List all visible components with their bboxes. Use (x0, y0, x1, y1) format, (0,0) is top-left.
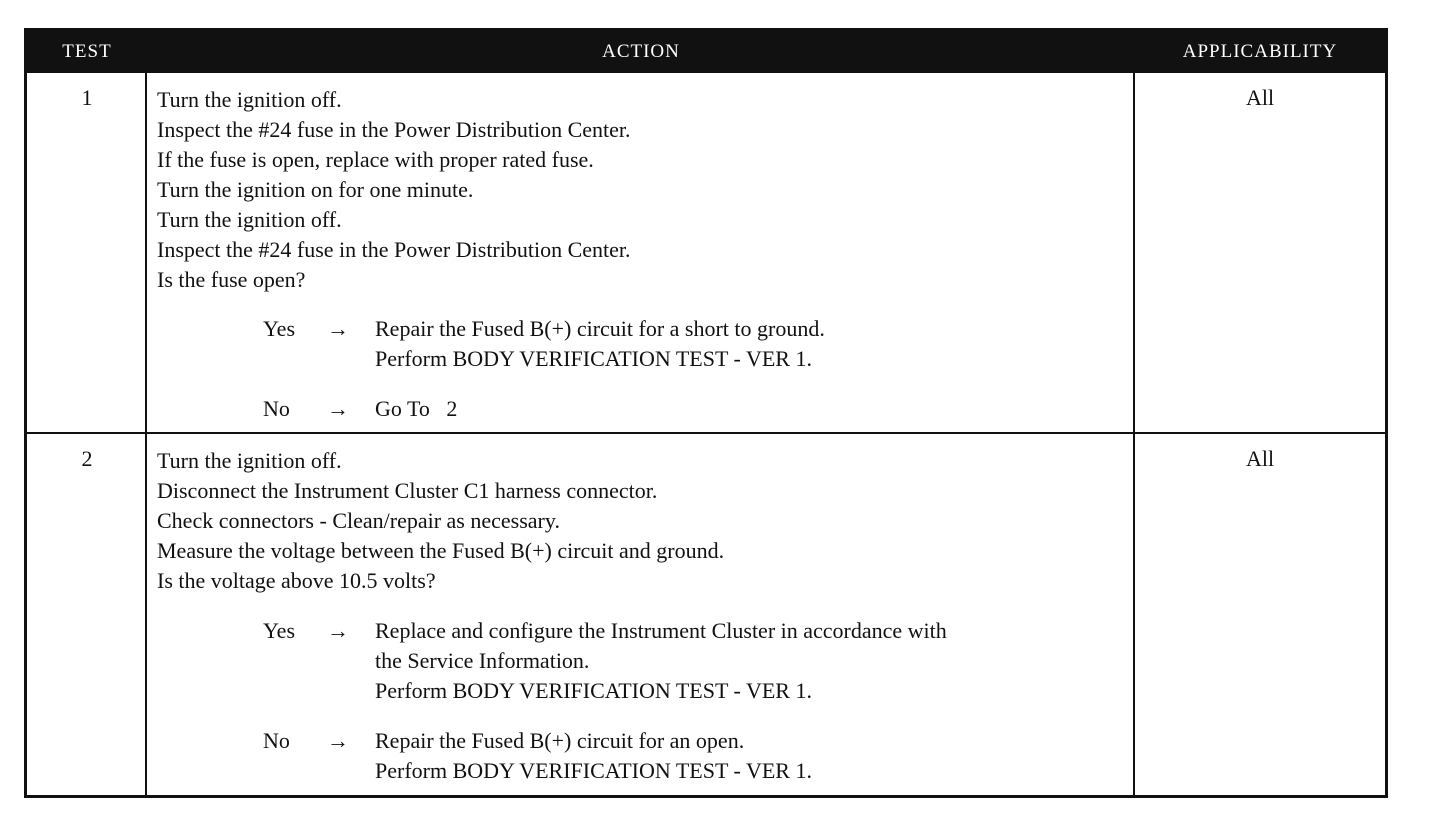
test-number-1: 1 (81, 85, 93, 110)
applicability-2: All (1245, 446, 1275, 471)
row1-action-line: Inspect the #24 fuse in the Power Distribution Center. (157, 117, 631, 142)
diagnostic-test-table (24, 28, 1388, 798)
column-divider-test (145, 73, 147, 795)
right-arrow-icon: → (327, 728, 349, 753)
right-arrow-icon: → (327, 316, 349, 341)
row2-yes-result: Perform BODY VERIFICATION TEST - VER 1. (375, 678, 812, 703)
row2-action-line: Turn the ignition off. (157, 448, 342, 473)
header-action: ACTION (602, 41, 680, 62)
right-arrow-icon: → (327, 618, 349, 643)
row1-yes-result: Perform BODY VERIFICATION TEST - VER 1. (375, 346, 812, 371)
row-divider (27, 432, 1385, 434)
row2-action-line: Check connectors - Clean/repair as necessary. (157, 508, 560, 533)
applicability-1: All (1245, 85, 1275, 110)
row2-no-label: No (263, 728, 290, 753)
row1-no-result: Go To 2 (375, 396, 458, 421)
table-header (27, 31, 1385, 73)
row1-action-line: If the fuse is open, replace with proper rated fuse. (157, 147, 594, 172)
row2-no-result: Perform BODY VERIFICATION TEST - VER 1. (375, 758, 812, 783)
row1-action-line: Inspect the #24 fuse in the Power Distribution Center. (157, 237, 631, 262)
row1-action-line: Turn the ignition off. (157, 207, 342, 232)
header-applicability: APPLICABILITY (1182, 41, 1338, 62)
row1-no-label: No (263, 396, 290, 421)
row2-action-line: Is the voltage above 10.5 volts? (157, 568, 436, 593)
row2-yes-result: Replace and configure the Instrument Cluster in accordance with (375, 618, 947, 643)
row2-no-result: Repair the Fused B(+) circuit for an open. (375, 728, 745, 753)
header-test: TEST (62, 41, 112, 62)
test-number-2: 2 (81, 446, 93, 471)
row1-action-line: Turn the ignition off. (157, 87, 342, 112)
column-divider-applicability (1133, 73, 1135, 795)
right-arrow-icon: → (327, 396, 349, 421)
row2-yes-result: the Service Information. (375, 648, 590, 673)
row1-yes-label: Yes (263, 316, 296, 341)
row2-yes-label: Yes (263, 618, 296, 643)
row1-yes-result: Repair the Fused B(+) circuit for a short to ground. (375, 316, 825, 341)
row2-action-line: Disconnect the Instrument Cluster C1 harness connector. (157, 478, 658, 503)
row1-action-line: Is the fuse open? (157, 267, 306, 292)
row1-action-line: Turn the ignition on for one minute. (157, 177, 474, 202)
row2-action-line: Measure the voltage between the Fused B(+) circuit and ground. (157, 538, 725, 563)
